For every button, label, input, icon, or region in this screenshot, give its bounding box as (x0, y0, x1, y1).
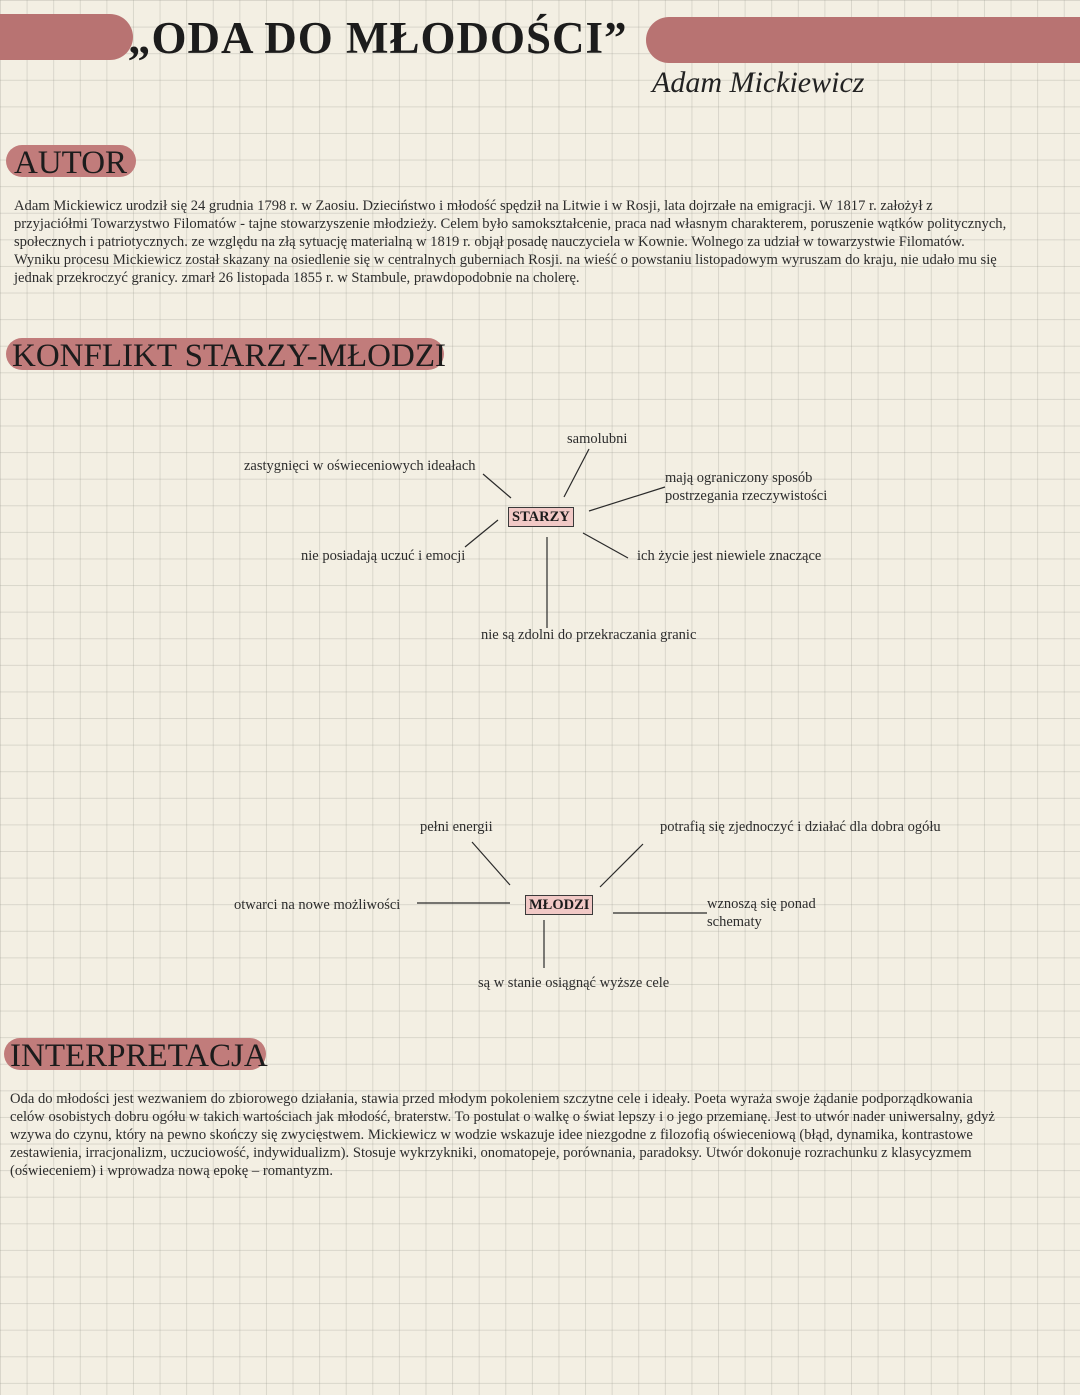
interpretacja-line: celów osobistych dobru ogółu w takich wartościach jak młodość, braterstw. To postulat o walkę o świat lepszy i o jego przemianę. Jest to utwór nader uniwersalny, gdyż (10, 1109, 995, 1125)
connector-zycie (583, 533, 628, 558)
autor-line: społecznych i patriotycznych. ze względu na złą sytuację materialną w 1819 r. objął posadę nauczyciela w Kownie. Wolnego za udział w towarzystwie Filomatów. (14, 234, 965, 250)
connector-ograniczony (589, 487, 665, 511)
starzy-label-granic: nie są zdolni do przekraczania granic (481, 627, 697, 643)
autor-line: przyjaciółmi Towarzystwo Filomatów - tajne stowarzyszenie młodzieży. Celem było samokształcenie, praca nad własnym charakterem, poruszenie wątków politycznych, (14, 216, 1007, 232)
mlodzi-label-cele: są w stanie osiągnąć wyższe cele (478, 975, 670, 991)
starzy-label-zastygnieci: zastygnięci w oświeceniowych ideałach (244, 458, 476, 474)
autor-line: Wyniku procesu Mickiewicz został skazany na osiedlenie się w centralnych guberniach Rosji. na wieść o powstaniu listopadowym wyruszam do kraju, nie udało mu się (14, 252, 997, 268)
mlodzi-label-otwarci: otwarci na nowe możliwości (234, 897, 401, 913)
connector-energii (472, 842, 510, 885)
interpretacja-paragraph (10, 1090, 1070, 1180)
mlodzi-label-wznosza-line2: schematy (707, 914, 762, 930)
mlodzi-label-zjednoczyc: potrafią się zjednoczyć i działać dla dobra ogółu (660, 819, 941, 835)
autor-line: jednak przekroczyć granicy. zmarł 26 listopada 1855 r. w Stambule, prawdopodobnie na cholerę. (14, 270, 580, 286)
starzy-label-ograniczony (665, 469, 827, 505)
connector-zastygnieci (483, 474, 511, 498)
section-autor-heading: AUTOR (14, 145, 128, 181)
starzy-label-samolubni: samolubni (567, 431, 628, 447)
interpretacja-line: Oda do młodości jest wezwaniem do zbiorowego działania, stawia przed młodym pokoleniem szczytne cele i ideały. Poeta wyraża swoje żądanie podporządkowania (10, 1091, 973, 1107)
interpretacja-line: wzywa do czynu, który na pewno skończy się zwycięstwem. Mickiewicz w wodzie wskazuje idee niezgodne z filozofią oświeceniową (błąd, dynamika, kontrastowe (10, 1127, 973, 1143)
mlodzi-label-wznosza (707, 895, 816, 931)
starzy-center-node: STARZY (508, 507, 574, 527)
interpretacja-line: (oświeceniem) i wprowadza nową epokę – romantyzm. (10, 1163, 333, 1179)
starzy-label-ograniczony-line2: postrzegania rzeczywistości (665, 488, 828, 504)
mlodzi-center-node: MŁODZI (525, 895, 593, 915)
mlodzi-label-energii: pełni energii (420, 819, 493, 835)
starzy-label-zycie: ich życie jest niewiele znaczące (637, 548, 822, 564)
starzy-label-uczuc: nie posiadają uczuć i emocji (301, 548, 466, 564)
connector-uczuc (465, 520, 498, 547)
page-title: „ODA DO MŁODOŚCI” (128, 13, 628, 63)
connector-zjednoczyc (600, 844, 643, 887)
mlodzi-label-wznosza-line1: wznoszą się ponad (707, 896, 816, 912)
autor-line: Adam Mickiewicz urodził się 24 grudnia 1798 r. w Zaosiu. Dzieciństwo i młodość spędził na Litwie i w Rosji, lata dojrzałe na emigracji. W 1817 r. założył z (14, 198, 933, 214)
starzy-label-ograniczony-line1: mają ograniczony sposób (665, 470, 813, 486)
connector-samolubni (564, 449, 589, 497)
section-konflikt-heading: KONFLIKT STARZY-MŁODZI (12, 338, 446, 374)
interpretacja-line: zestawienia, irracjonalizm, uczuciowość, indywidualizm). Stosuje wykrzykniki, onomatopeje, porównania, paradoksy. Utwór dokonuje rozrachunku z klasycyzmem (10, 1145, 972, 1161)
section-interpretacja-heading: INTERPRETACJA (10, 1038, 268, 1074)
author-name: Adam Mickiewicz (652, 66, 865, 99)
